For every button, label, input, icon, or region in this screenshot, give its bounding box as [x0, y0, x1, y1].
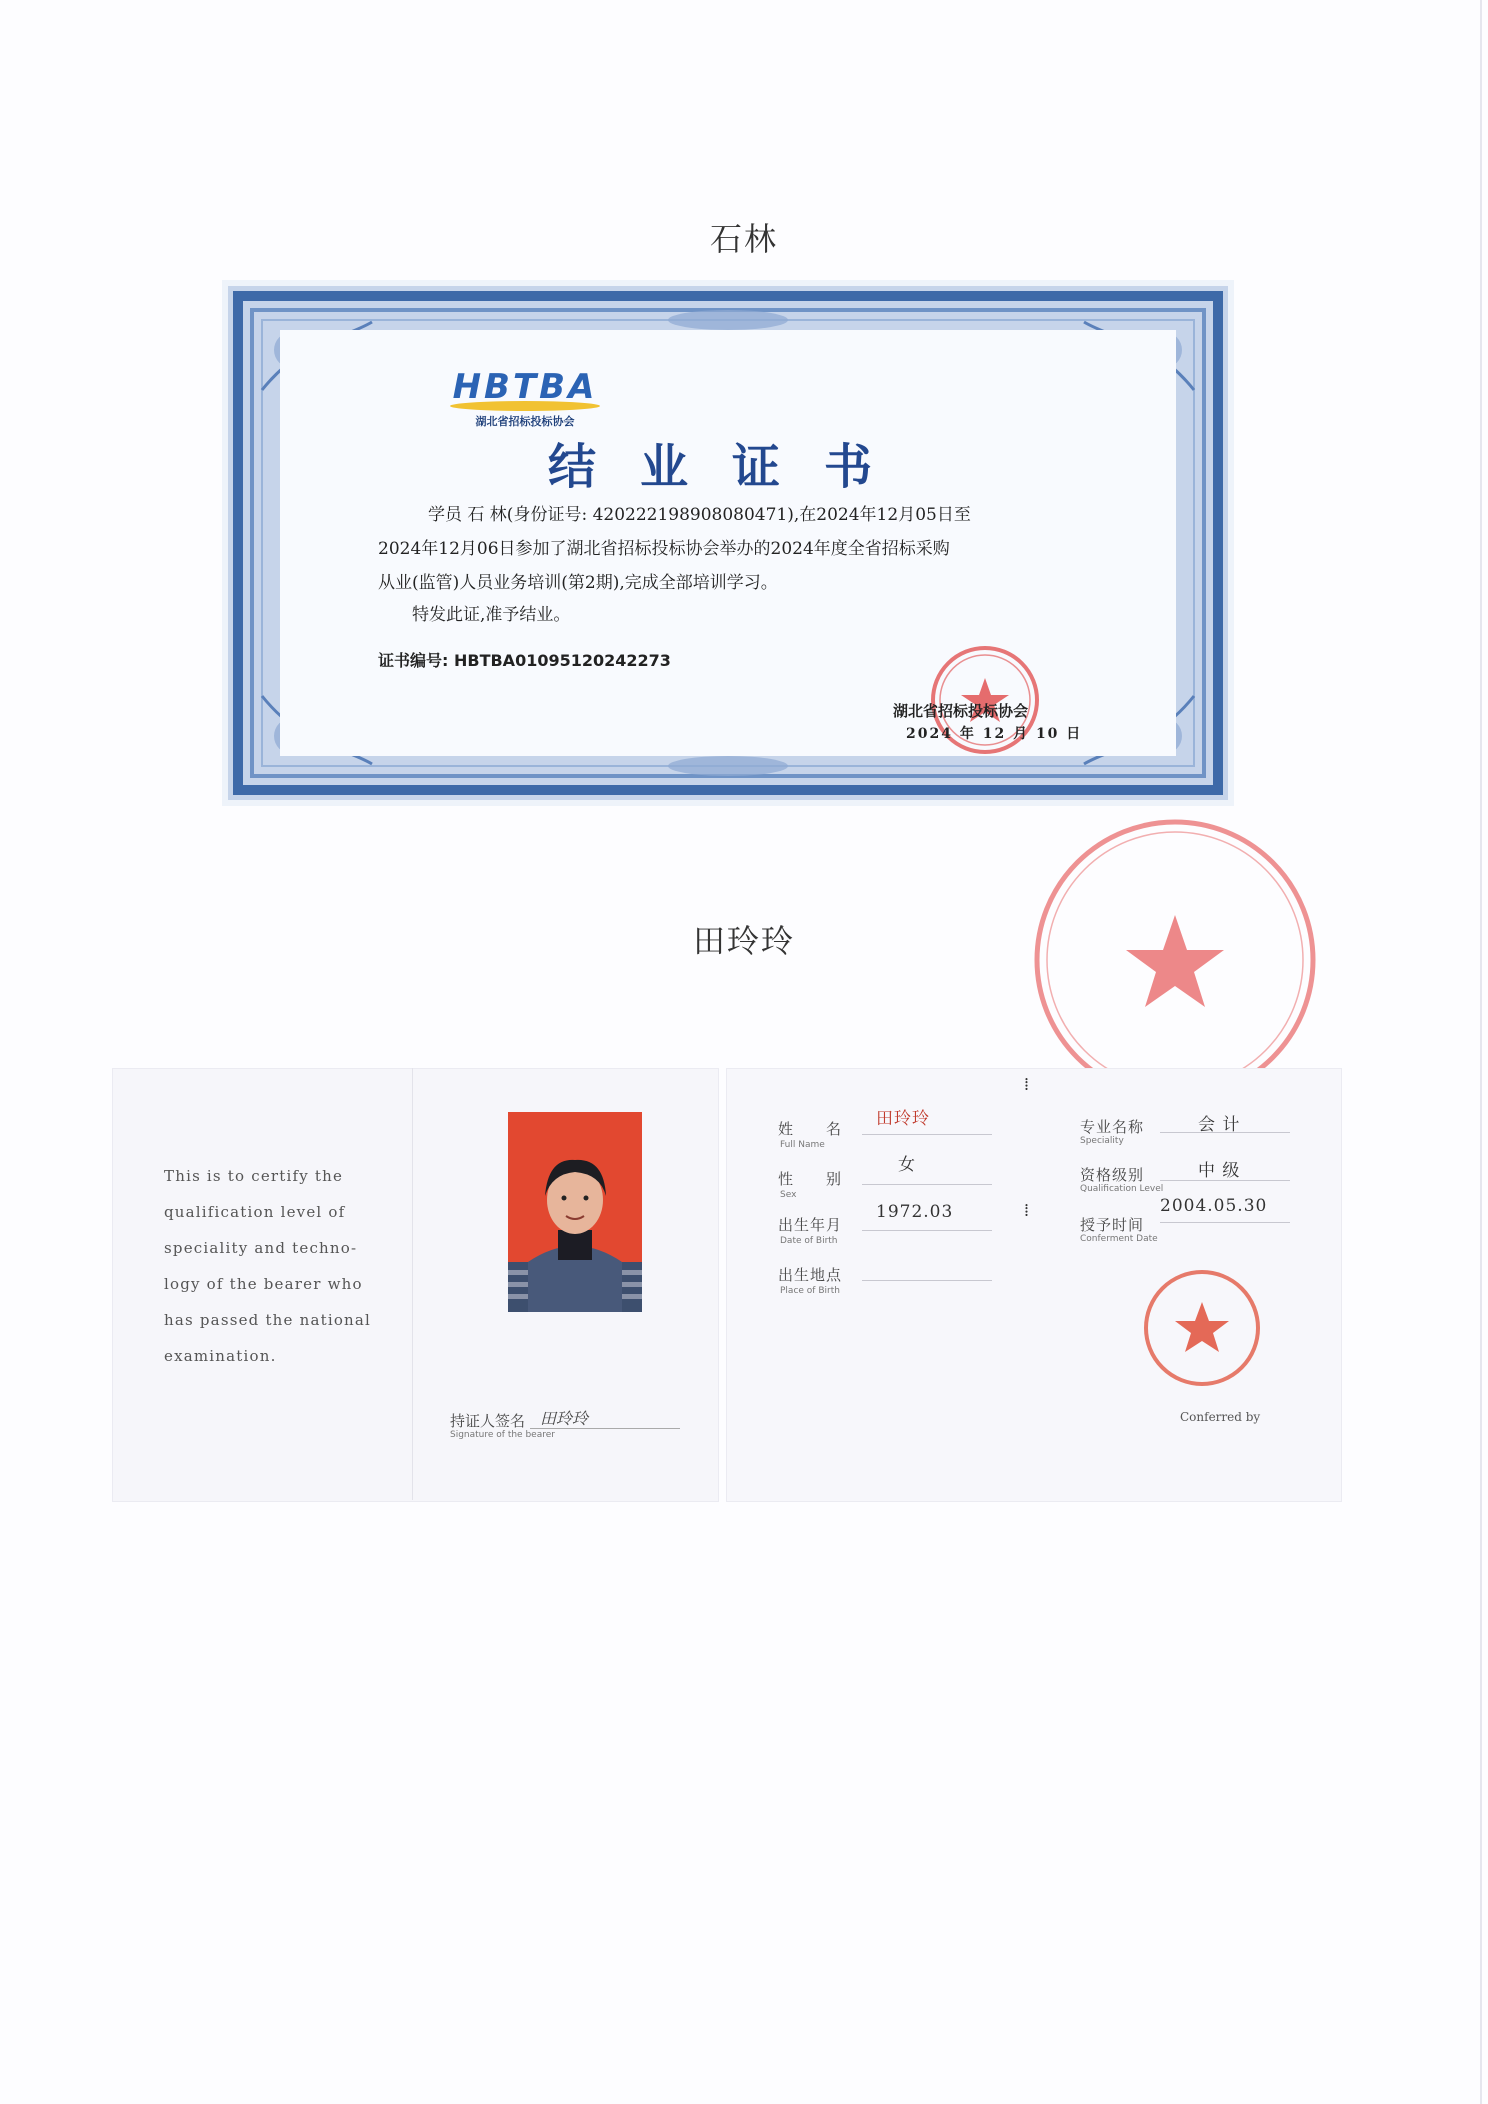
person-heading-2: 田玲玲	[692, 922, 795, 960]
english-line-6: examination.	[164, 1347, 277, 1365]
certificate-body	[378, 498, 1098, 600]
certificate-number	[378, 648, 671, 671]
left-page-fold	[412, 1068, 413, 1500]
dob-label-en: Date of Birth	[780, 1236, 838, 1246]
certificate-title: 结业证书	[547, 439, 916, 495]
name-label: 姓 名	[778, 1120, 843, 1138]
binding-mark-top: ⁞	[1024, 1074, 1030, 1095]
conferred-by-label: Conferred by	[1180, 1410, 1261, 1424]
hbtba-logo	[425, 367, 625, 429]
speciality-value: 会 计	[1198, 1115, 1241, 1135]
level-label-en: Qualification Level	[1080, 1184, 1164, 1194]
logo-text: HBTBA	[452, 367, 598, 407]
certificate-number-value: HBTBA01095120242273	[453, 651, 671, 670]
body-line-1: 学员 石 林(身份证号: 420222198908080471),在2024年12月05日至	[428, 505, 971, 525]
sex-label: 性 别	[778, 1170, 843, 1188]
signature-label: 持证人签名	[450, 1412, 526, 1430]
english-line-5: has passed the national	[164, 1311, 372, 1329]
conferment-date-underline	[1160, 1222, 1290, 1223]
sex-underline	[862, 1184, 992, 1185]
pob-underline	[862, 1280, 992, 1281]
conferment-date-value: 2004.05.30	[1160, 1196, 1268, 1216]
logo-subtitle: 湖北省招标投标协会	[475, 415, 575, 428]
certify-english-text	[164, 1158, 374, 1374]
sex-value: 女	[898, 1155, 916, 1175]
english-line-2: qualification level of	[164, 1203, 346, 1221]
english-line-4: logy of the bearer who	[164, 1275, 363, 1293]
english-line-1: This is to certify the	[164, 1167, 344, 1185]
certificate-issuer: 湖北省招标投标协会	[893, 702, 1029, 720]
name-underline	[862, 1134, 992, 1135]
pob-label: 出生地点	[778, 1266, 843, 1284]
ministry-seal	[1140, 1266, 1264, 1390]
body-line-3: 从业(监管)人员业务培训(第2期),完成全部培训学习。	[378, 573, 778, 593]
bearer-signature: 田玲玲	[540, 1409, 589, 1428]
scan-edge	[1480, 0, 1482, 2104]
certificate-issue-date: 2024 年 12 月 10 日	[906, 726, 1083, 742]
english-line-3: speciality and techno-	[164, 1239, 358, 1257]
level-label: 资格级别	[1080, 1166, 1145, 1184]
sex-label-en: Sex	[780, 1190, 797, 1200]
binding-mark-bottom: ⁞	[1024, 1200, 1030, 1221]
portrait-image	[508, 1112, 642, 1312]
pob-label-en: Place of Birth	[780, 1286, 840, 1296]
speciality-label-en: Speciality	[1080, 1136, 1124, 1146]
body-line-2: 2024年12月06日参加了湖北省招标投标协会举办的2024年度全省招标采购	[378, 539, 950, 559]
dob-label: 出生年月	[778, 1216, 843, 1234]
name-value: 田玲玲	[876, 1109, 930, 1129]
signature-label-en: Signature of the bearer	[450, 1430, 555, 1440]
bearer-photo	[508, 1112, 642, 1312]
conferment-date-label: 授予时间	[1080, 1216, 1145, 1234]
speciality-label: 专业名称	[1080, 1118, 1145, 1136]
name-label-en: Full Name	[780, 1140, 825, 1150]
dob-value: 1972.03	[876, 1202, 954, 1222]
person-heading-1: 石林	[709, 220, 778, 258]
dob-underline	[862, 1230, 992, 1231]
conferment-date-label-en: Conferment Date	[1080, 1234, 1158, 1244]
level-value: 中 级	[1198, 1161, 1241, 1181]
certificate-number-label: 证书编号:	[378, 651, 449, 670]
honor-line: 特发此证,准予结业。	[412, 605, 571, 625]
